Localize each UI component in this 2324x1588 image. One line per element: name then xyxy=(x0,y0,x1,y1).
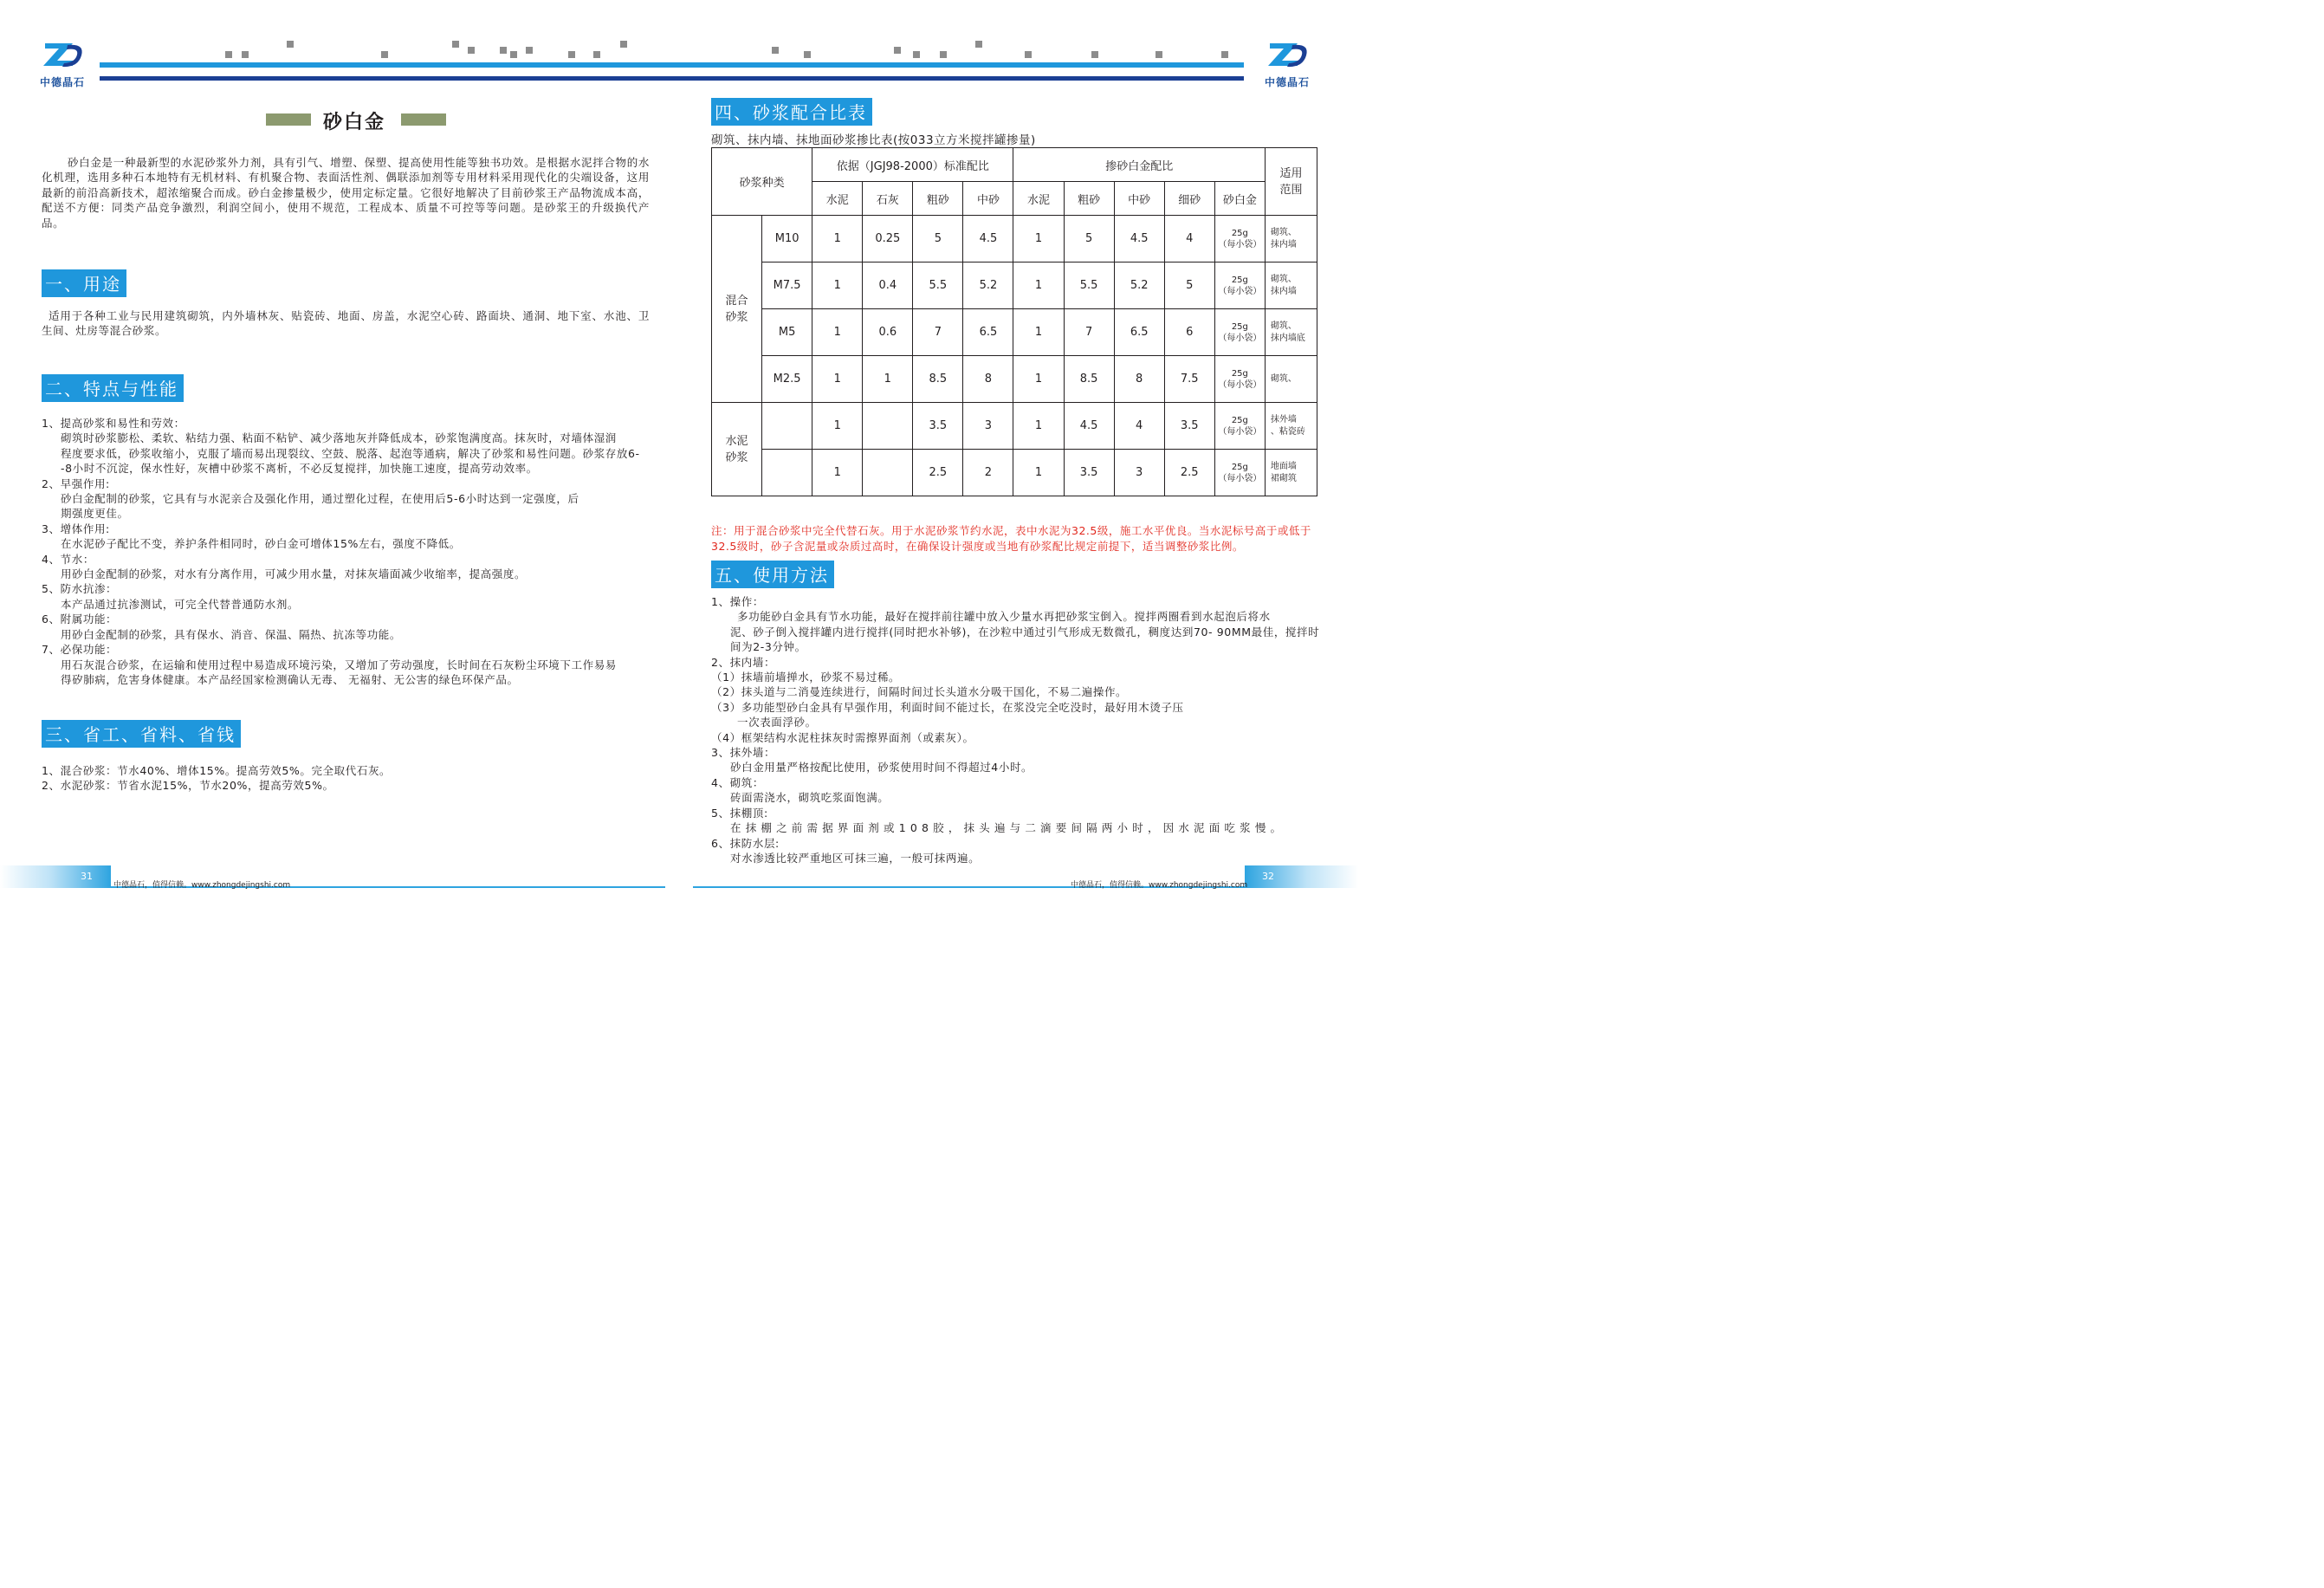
subheader-cell: 粗砂 xyxy=(913,182,963,216)
features-line: 7、必保功能： xyxy=(42,643,118,657)
usage-method-line: （4）框架结构水泥柱抹灰时需擦界面剂（或素灰）。 xyxy=(711,730,974,744)
value-cell xyxy=(863,450,913,496)
footer-band-left xyxy=(0,865,111,888)
usage-method-line: 在抹棚之前需据界面剂或108胶，抹头遍与二滴要间隔两小时，因水泥面吃浆慢。 xyxy=(730,821,1286,835)
value-cell: 1 xyxy=(812,216,863,263)
section-heading-usage: 一、用途 xyxy=(42,269,126,297)
usage-method-line: 6、抹防水层: xyxy=(711,836,780,850)
subheader-cell: 水泥 xyxy=(1013,182,1064,216)
subheader-cell: 中砂 xyxy=(963,182,1013,216)
value-cell: 1 xyxy=(863,356,913,403)
grade-cell: M10 xyxy=(762,216,812,263)
features-line: 用砂白金配制的砂浆，具有保水、消音、保温、隔热、抗冻等功能。 xyxy=(61,627,402,641)
value-cell: 0.25 xyxy=(863,216,913,263)
value-cell: 4.5 xyxy=(1064,403,1114,450)
usage-method-line: （3）多功能型砂白金具有早强作用，利面时间不能过长，在浆没完全吃没时，最好用木烫子压 xyxy=(711,700,1184,714)
features-line: 砌筑时砂浆膨松、柔软、粘结力强、粘面不粘铲、减少落地灰并降低成本，砂浆饱满度高。抹灰时，对墙体湿润 xyxy=(61,431,617,445)
dose-cell: 25g （每小袋） xyxy=(1214,403,1265,450)
subheader-cell: 中砂 xyxy=(1114,182,1164,216)
grade-cell: M2.5 xyxy=(762,356,812,403)
grade-cell: M7.5 xyxy=(762,263,812,309)
logo-mark-icon xyxy=(38,42,87,69)
title-bar-left xyxy=(266,113,311,126)
value-cell: 1 xyxy=(1013,263,1064,309)
page-title: 砂白金 xyxy=(323,112,386,133)
subheader-cell: 水泥 xyxy=(812,182,863,216)
logo-left xyxy=(38,42,87,89)
value-cell: 8.5 xyxy=(913,356,963,403)
header-rule-blue xyxy=(100,62,1244,68)
features-line: 3、增体作用: xyxy=(42,522,110,535)
dose-cell: 25g （每小袋） xyxy=(1214,356,1265,403)
grade-cell: M5 xyxy=(762,309,812,356)
value-cell: 0.4 xyxy=(863,263,913,309)
dose-cell: 25g （每小袋） xyxy=(1214,309,1265,356)
intro-paragraph: 砂白金是一种最新型的水泥砂浆外力剂，具有引气、增塑、保塑、提高使用性能等独书功效。是根据水泥拌合物的水化机理，选用多种石本地特有无机材料、有机聚合物、表面活性剂、偶联添加剂等专用材料采用现代化的尖端设备，这用最新的前沿高新技术，超浓缩聚合而成。砂白金掺量极少，使用定标定量。它很好地解决了目前砂浆王产品物流成本高，配送不方便：同类产品竞争激烈，利润空间小，使用不规范，工程成本、质量不可控等等问题。是砂浆王的升级换代产品。 xyxy=(42,156,650,230)
group-cement-mortar: 水泥 砂浆 xyxy=(712,403,762,496)
value-cell: 8 xyxy=(963,356,1013,403)
usage-method-list xyxy=(711,594,1320,865)
value-cell: 0.6 xyxy=(863,309,913,356)
value-cell: 1 xyxy=(812,263,863,309)
value-cell: 7 xyxy=(1064,309,1114,356)
table-title: 砌筑、抹内墙、抹地面砂浆掺比表(按033立方米搅拌罐掺量) xyxy=(711,133,1036,147)
scope-cell: 地面墙 裙砌筑 xyxy=(1265,450,1317,496)
usage-method-line: （1）抹墙前墙掸水，砂浆不易过稀。 xyxy=(711,671,901,684)
features-line: 用砂白金配制的砂浆，对水有分离作用，可减少用水量，对抹灰墙面减少收缩率，提高强度。 xyxy=(61,567,527,581)
table-row xyxy=(712,216,1317,263)
dose-cell: 25g （每小袋） xyxy=(1214,216,1265,263)
features-line: 砂白金配制的砂浆，它具有与水泥亲合及强化作用，通过塑化过程，在使用后5-6小时达到一定强度，后 xyxy=(61,492,579,506)
usage-method-line: 多功能砂白金具有节水功能，最好在搅拌前往罐中放入少量水再把砂浆宝倒入。搅拌两圈看到水起泡后将水 xyxy=(737,610,1271,624)
savings-line: 1、混合砂浆：节水40%、增体15%。提高劳效5%。完全取代石灰。 xyxy=(42,764,392,777)
subheader-cell: 粗砂 xyxy=(1064,182,1114,216)
section-heading-features: 二、特点与性能 xyxy=(42,374,184,402)
value-cell: 5 xyxy=(1164,263,1214,309)
value-cell: 5.5 xyxy=(1064,263,1114,309)
usage-method-line: 5、抹棚顶: xyxy=(711,806,768,820)
subheader-cell: 砂白金 xyxy=(1214,182,1265,216)
usage-method-line: 3、抹外墙： xyxy=(711,746,776,760)
mix-ratio-table xyxy=(711,147,1317,496)
header-new-ratio: 掺砂白金配比 xyxy=(1013,148,1265,182)
table-row xyxy=(712,309,1317,356)
value-cell: 6 xyxy=(1164,309,1214,356)
value-cell: 5.2 xyxy=(963,263,1013,309)
scope-cell: 砌筑、 xyxy=(1265,356,1317,403)
features-line: -8小时不沉淀，保水性好，灰槽中砂浆不离析，不必反复搅拌，加快施工速度，提高劳动效率。 xyxy=(61,462,538,476)
grade-cell xyxy=(762,403,812,450)
usage-paragraph: 适用于各种工业与民用建筑砌筑，内外墙林灰、贴瓷砖、地面、房盖，水泥空心砖、路面块、通洞、地下室、水池、卫生间、灶房等混合砂浆。 xyxy=(42,309,650,338)
savings-line: 2、水泥砂浆：节省水泥15%，节水20%，提高劳效5%。 xyxy=(42,779,334,793)
features-line: 6、附属功能： xyxy=(42,613,118,626)
page-number-right: 32 xyxy=(1262,871,1274,882)
scope-cell: 砌筑、 抹内墙 xyxy=(1265,263,1317,309)
section-heading-mix-table: 四、砂浆配合比表 xyxy=(711,98,872,126)
page-number-left: 31 xyxy=(81,871,93,882)
value-cell: 4 xyxy=(1164,216,1214,263)
value-cell: 5.5 xyxy=(913,263,963,309)
usage-method-line: 间为2-3分钟。 xyxy=(730,640,806,654)
features-line: 程度要求低，砂浆收缩小，克服了墙而易出现裂纹、空鼓、脱落、起泡等通病，解决了砂浆和易性问题。砂浆存放6- xyxy=(61,446,640,460)
title-bar-right xyxy=(401,113,446,126)
group-mixed-mortar: 混合 砂浆 xyxy=(712,216,762,403)
features-line: 用石灰混合砂浆，在运输和使用过程中易造成环境污染，又增加了劳动强度，长时间在石灰粉尘环境下工作易易 xyxy=(61,658,617,671)
value-cell: 1 xyxy=(1013,450,1064,496)
section-heading-usage-method: 五、使用方法 xyxy=(711,561,834,588)
value-cell: 3 xyxy=(1114,450,1164,496)
dose-cell: 25g （每小袋） xyxy=(1214,450,1265,496)
features-line: 1、提高砂浆和易性和劳效： xyxy=(42,417,185,430)
footer-text-left: 中德晶石，值得信赖。www.zhongdejingshi.com xyxy=(113,881,291,890)
features-line: 得矽肺病，危害身体健康。本产品经国家检测确认无毒、 无福射、无公害的绿色环保产品。 xyxy=(61,672,519,686)
table-row xyxy=(712,263,1317,309)
value-cell: 1 xyxy=(812,403,863,450)
table-note: 注：用于混合砂浆中完全代替石灰。用于水泥砂浆节约水泥，表中水泥为32.5级，施工水平优良。当水泥标号高于或低于32.5级时，砂子含泥量或杂质过高时，在确保设计强度或当地有砂浆配比规定前提下，适当调整砂浆比例。 xyxy=(711,524,1311,553)
usage-method-line: （2）抹头道与二消曼连续进行，间隔时间过长头道水分吸干国化，不易二遍操作。 xyxy=(711,685,1128,699)
value-cell: 1 xyxy=(1013,216,1064,263)
features-line: 在水泥砂子配比不变，养护条件相同时，砂白金可增体15%左右，强度不降低。 xyxy=(61,537,461,551)
section-heading-savings: 三、省工、省料、省钱 xyxy=(42,720,241,748)
header-mortar-type: 砂浆种类 xyxy=(712,148,812,216)
header-scope: 适用 范围 xyxy=(1265,148,1317,216)
table-row xyxy=(712,450,1317,496)
scope-cell: 抹外墙 、粘瓷砖 xyxy=(1265,403,1317,450)
value-cell: 3.5 xyxy=(1164,403,1214,450)
value-cell: 2.5 xyxy=(1164,450,1214,496)
usage-method-line: 砂白金用量严格按配比使用，砂浆使用时间不得超过4小时。 xyxy=(730,761,1033,775)
header-standard-ratio: 依据（JGJ98-2000）标准配比 xyxy=(812,148,1013,182)
features-line: 期强度更佳。 xyxy=(61,507,129,521)
logo-text: 中德晶石 xyxy=(1264,76,1310,88)
dose-cell: 25g （每小袋） xyxy=(1214,263,1265,309)
subheader-cell: 细砂 xyxy=(1164,182,1214,216)
header-rule-navy xyxy=(100,76,1244,81)
value-cell: 1 xyxy=(812,450,863,496)
usage-method-line: 2、抹内墙： xyxy=(711,655,776,669)
features-line: 2、早强作用: xyxy=(42,476,110,490)
value-cell: 4.5 xyxy=(963,216,1013,263)
usage-method-line: 4、砌筑： xyxy=(711,775,764,789)
value-cell: 1 xyxy=(1013,356,1064,403)
scope-cell: 砌筑、 抹内墙 xyxy=(1265,216,1317,263)
usage-method-line: 对水渗透比较严重地区可抹三遍，一般可抹两遍。 xyxy=(730,851,981,865)
value-cell: 4 xyxy=(1114,403,1164,450)
value-cell: 5.2 xyxy=(1114,263,1164,309)
value-cell: 7.5 xyxy=(1164,356,1214,403)
features-line: 本产品通过抗渗测试，可完全代替普通防水剂。 xyxy=(61,597,300,611)
features-list xyxy=(42,416,650,687)
value-cell: 1 xyxy=(812,309,863,356)
value-cell: 5 xyxy=(1064,216,1114,263)
value-cell: 8.5 xyxy=(1064,356,1114,403)
value-cell: 6.5 xyxy=(1114,309,1164,356)
value-cell: 3.5 xyxy=(913,403,963,450)
value-cell: 2 xyxy=(963,450,1013,496)
value-cell: 3 xyxy=(963,403,1013,450)
savings-list xyxy=(42,763,650,794)
value-cell: 1 xyxy=(1013,403,1064,450)
logo-text: 中德晶石 xyxy=(39,76,85,88)
value-cell: 1 xyxy=(812,356,863,403)
subheader-cell: 石灰 xyxy=(863,182,913,216)
grade-cell xyxy=(762,450,812,496)
usage-method-line: 泥、砂子倒入搅拌罐内进行搅拌(同时把水补够)，在沙粒中通过引气形成无数微孔，稠度达到70- 90MM最佳，搅拌时 xyxy=(730,625,1320,638)
features-line: 4、节水： xyxy=(42,552,94,566)
value-cell xyxy=(863,403,913,450)
value-cell: 8 xyxy=(1114,356,1164,403)
footer-text-right: 中德晶石，值得信赖。www.zhongdejingshi.com xyxy=(1071,881,1248,890)
logo-right xyxy=(1263,42,1311,89)
value-cell: 3.5 xyxy=(1064,450,1114,496)
usage-method-line: 1、操作： xyxy=(711,595,764,608)
value-cell: 5 xyxy=(913,216,963,263)
value-cell: 1 xyxy=(1013,309,1064,356)
usage-method-line: 一次表面浮砂。 xyxy=(737,716,817,729)
value-cell: 6.5 xyxy=(963,309,1013,356)
table-row xyxy=(712,356,1317,403)
table-row xyxy=(712,403,1317,450)
scope-cell: 砌筑、 抹内墙底 xyxy=(1265,309,1317,356)
usage-method-line: 砖面需浇水，砌筑吃浆面饱满。 xyxy=(730,791,890,805)
value-cell: 2.5 xyxy=(913,450,963,496)
value-cell: 4.5 xyxy=(1114,216,1164,263)
logo-mark-icon xyxy=(1263,42,1311,69)
value-cell: 7 xyxy=(913,309,963,356)
features-line: 5、防水抗渗： xyxy=(42,582,118,596)
